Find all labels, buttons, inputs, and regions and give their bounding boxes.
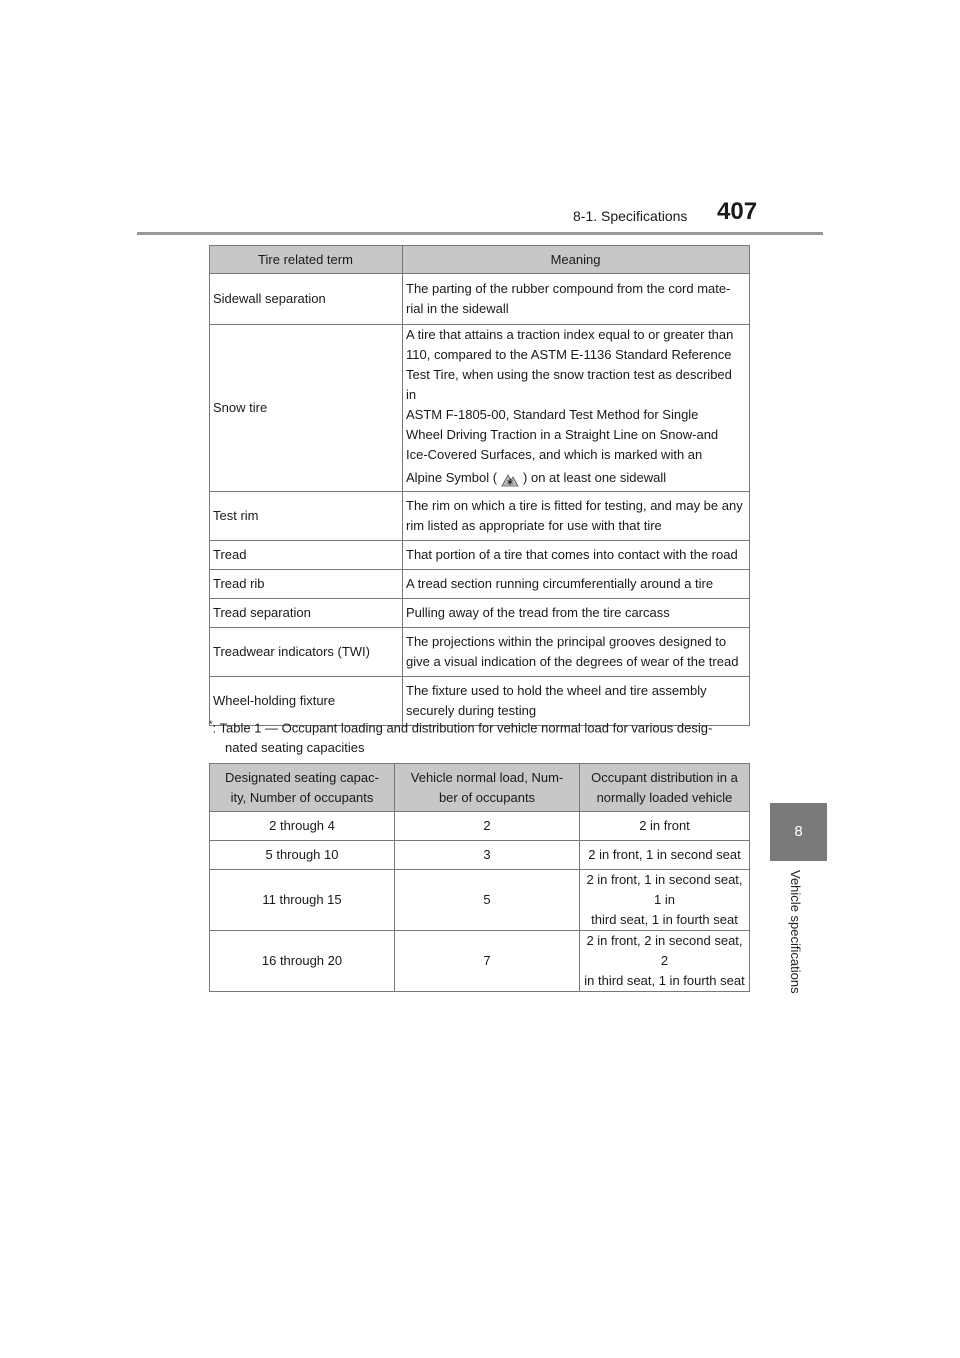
meaning-cell: The projections within the principal grooves designed to give a visual indication of the degrees of wear of the tread bbox=[403, 628, 750, 677]
load-cell: 5 bbox=[395, 870, 580, 931]
chapter-tab-number: 8 bbox=[770, 803, 827, 861]
term-cell: Snow tire bbox=[210, 325, 403, 492]
footnote-marker: * bbox=[209, 719, 213, 729]
column-header-capacity: Designated seating capac- ity, Number of occupants bbox=[210, 764, 395, 812]
term-cell: Sidewall separation bbox=[210, 274, 403, 325]
table-row bbox=[210, 870, 750, 931]
load-cell: 3 bbox=[395, 841, 580, 870]
header-rule bbox=[137, 232, 823, 235]
capacity-cell: 11 through 15 bbox=[210, 870, 395, 931]
tire-terms-table bbox=[209, 245, 750, 726]
column-header-term: Tire related term bbox=[210, 246, 403, 274]
table-row bbox=[210, 492, 750, 541]
column-header-distribution: Occupant distribution in a normally loaded vehicle bbox=[580, 764, 750, 812]
table-row bbox=[210, 541, 750, 570]
meaning-cell: A tread section running circumferentially around a tire bbox=[403, 570, 750, 599]
table-row bbox=[210, 812, 750, 841]
table-row bbox=[210, 599, 750, 628]
table-row bbox=[210, 931, 750, 992]
distribution-cell: 2 in front, 1 in second seat bbox=[580, 841, 750, 870]
term-cell: Test rim bbox=[210, 492, 403, 541]
alpine-symbol-icon bbox=[501, 470, 519, 488]
capacity-cell: 16 through 20 bbox=[210, 931, 395, 992]
term-cell: Tread bbox=[210, 541, 403, 570]
page-number: 407 bbox=[717, 198, 758, 225]
occupant-loading-table bbox=[209, 763, 750, 992]
meaning-cell: The rim on which a tire is fitted for testing, and may be any rim listed as appropriate for use with that tire bbox=[403, 492, 750, 541]
term-cell: Tread rib bbox=[210, 570, 403, 599]
load-cell: 7 bbox=[395, 931, 580, 992]
table-row bbox=[210, 325, 750, 492]
distribution-cell: 2 in front, 1 in second seat, 1 in third seat, 1 in fourth seat bbox=[580, 870, 750, 931]
load-cell: 2 bbox=[395, 812, 580, 841]
term-cell: Tread separation bbox=[210, 599, 403, 628]
column-header-meaning: Meaning bbox=[403, 246, 750, 274]
section-title: 8-1. Specifications bbox=[573, 208, 688, 224]
term-cell: Wheel-holding fixture bbox=[210, 677, 403, 726]
table-row bbox=[210, 841, 750, 870]
table-row bbox=[210, 628, 750, 677]
column-header-load: Vehicle normal load, Num- ber of occupants bbox=[395, 764, 580, 812]
table-row bbox=[210, 274, 750, 325]
distribution-cell: 2 in front bbox=[580, 812, 750, 841]
capacity-cell: 2 through 4 bbox=[210, 812, 395, 841]
meaning-cell: Pulling away of the tread from the tire carcass bbox=[403, 599, 750, 628]
capacity-cell: 5 through 10 bbox=[210, 841, 395, 870]
meaning-cell: That portion of a tire that comes into contact with the road bbox=[403, 541, 750, 570]
table-row bbox=[210, 570, 750, 599]
term-cell: Treadwear indicators (TWI) bbox=[210, 628, 403, 677]
chapter-tab-label: Vehicle specifications bbox=[788, 870, 803, 994]
meaning-cell: The fixture used to hold the wheel and tire assembly securely during testing bbox=[403, 677, 750, 726]
meaning-cell: The parting of the rubber compound from the cord mate- rial in the sidewall bbox=[403, 274, 750, 325]
distribution-cell: 2 in front, 2 in second seat, 2 in third seat, 1 in fourth seat bbox=[580, 931, 750, 992]
meaning-cell: A tire that attains a traction index equal to or greater than 110, compared to the ASTM E-1136 Standard Reference Test Tire, when using the snow traction test as described in ASTM F-1805-00, Standard Test Method for Single Wheel Driving Traction in a Straight Line on Snow-and Ice-Covered Surfaces, and which is marked with an Alpine Symbol ( ) on at least one sidewall bbox=[403, 325, 750, 492]
table-footnote: *: Table 1 — Occupant loading and distribution for vehicle normal load for various desig- nated seating capacities bbox=[209, 719, 713, 756]
